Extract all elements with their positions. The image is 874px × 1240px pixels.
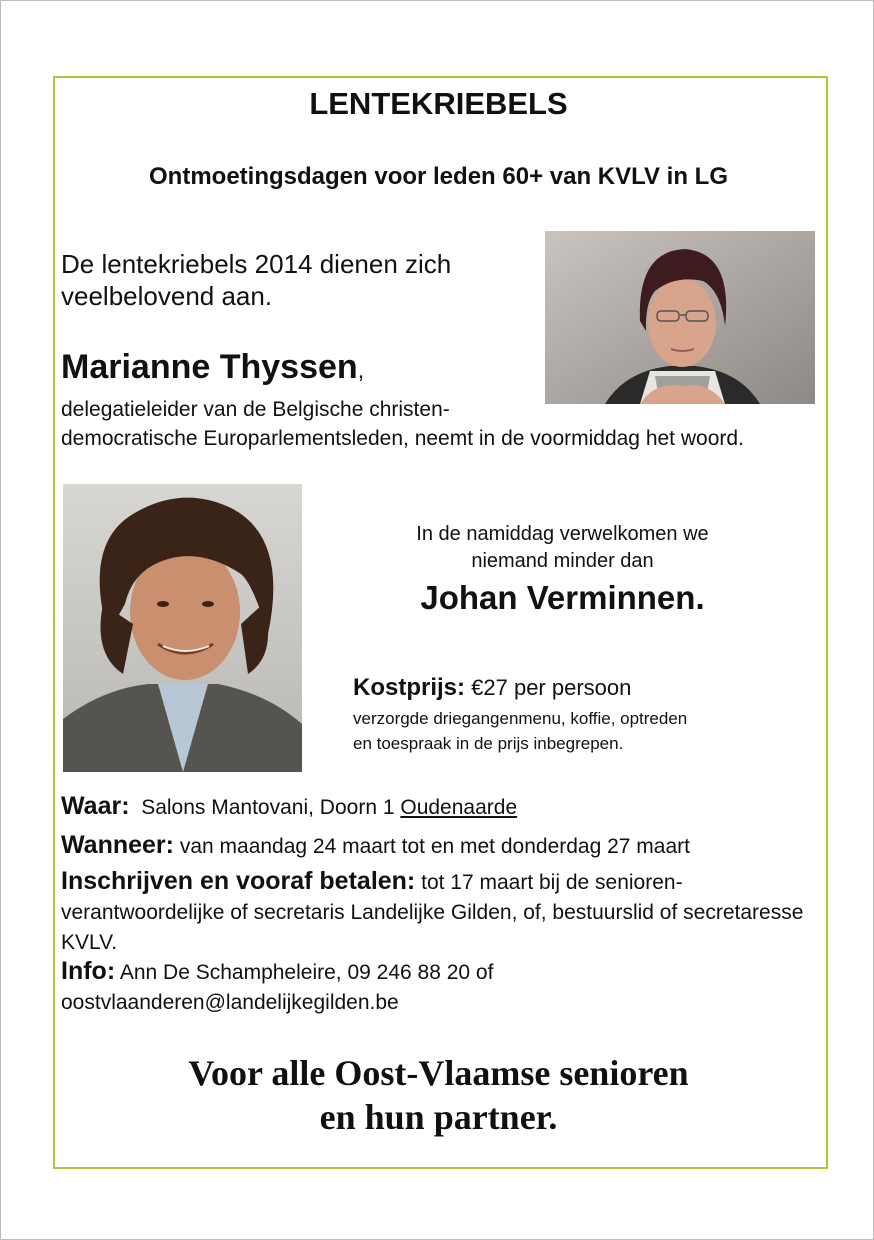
where-label: Waar: xyxy=(61,792,130,820)
footer-slogan xyxy=(53,1051,824,1139)
speaker2-name: Johan Verminnen. xyxy=(420,579,705,616)
afternoon-line2: niemand minder dan xyxy=(471,550,654,572)
speaker1-name: Marianne Thyssen xyxy=(61,348,358,386)
info-value: Ann De Schampheleire, 09 246 88 20 of xyxy=(119,961,494,984)
speaker1-description-line1: delegatieleider van de Belgische christen- xyxy=(61,398,450,421)
where-value: Salons Mantovani, Doorn 1 xyxy=(141,796,395,819)
register-value: tot 17 maart bij de senioren-verantwoordelijke of secretaris Landelijke Gilden, of, bestuurslid of secretaresse KVLV. xyxy=(61,871,804,954)
where-line xyxy=(61,791,821,823)
intro-text: De lentekriebels 2014 dienen zich veelbelovend aan. xyxy=(61,249,452,311)
speaker2-photo xyxy=(63,484,302,772)
page-title: LENTEKRIEBELS xyxy=(309,86,568,121)
price-label: Kostprijs: xyxy=(353,674,466,701)
afternoon-intro xyxy=(350,521,775,575)
speaker1-photo xyxy=(545,231,815,404)
price-note-line2: en toespraak in de prijs inbegrepen. xyxy=(353,734,624,753)
speaker1-comma: , xyxy=(357,357,365,384)
price-note-line1: verzorgde driegangenmenu, koffie, optreden xyxy=(353,709,688,728)
afternoon-line1: In de namiddag verwelkomen we xyxy=(416,523,709,545)
price-note xyxy=(353,706,783,756)
where-link[interactable]: Oudenaarde xyxy=(400,796,518,819)
info-label: Info: xyxy=(61,957,116,985)
footer-line1: Voor alle Oost-Vlaamse senioren xyxy=(188,1053,689,1093)
info-email[interactable]: oostvlaanderen@landelijkegilden.be xyxy=(61,991,399,1014)
speaker1-name-line xyxy=(61,348,364,387)
register-label: Inschrijven en vooraf betalen: xyxy=(61,867,416,895)
page-subtitle: Ontmoetingsdagen voor leden 60+ van KVLV in LG xyxy=(149,163,728,190)
footer-line2: en hun partner. xyxy=(319,1097,558,1137)
speaker1-description-rest: democratische Europarlementsleden, neemt in de voormiddag het woord. xyxy=(61,427,744,450)
when-value: van maandag 24 maart tot en met donderdag 27 maart xyxy=(179,835,690,858)
when-label: Wanneer: xyxy=(61,831,174,859)
info-line xyxy=(61,956,821,1018)
when-line xyxy=(61,830,821,862)
price-line xyxy=(353,674,631,702)
price-value: €27 per persoon xyxy=(471,675,632,700)
register-line xyxy=(61,866,821,958)
